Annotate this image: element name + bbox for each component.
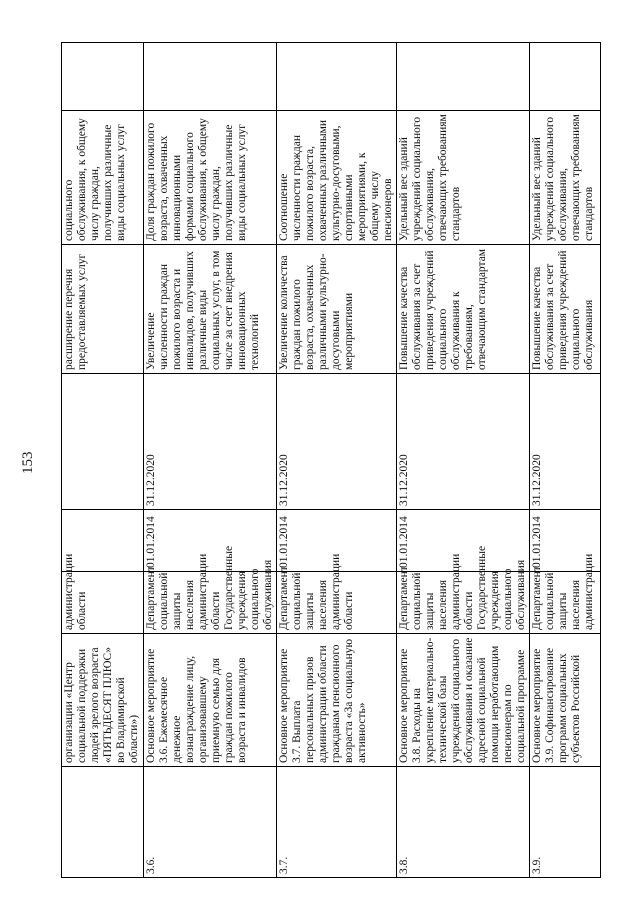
cell-end: 31.12.2020 <box>530 374 601 510</box>
cell-executor: Департамент социальной защиты населения администрации <box>530 572 601 634</box>
cell-number: 3.6. <box>144 767 277 878</box>
cell-indicator: Соотношение численности граждан пожилого возраста, охваченных различными культурно-досуговыми, спортивными мероприятиями, к общему числу пенсионеров <box>277 111 397 245</box>
cell-start: 01.01.2014 <box>144 510 277 572</box>
cell-measure: Основное мероприятие 3.7. Выплата персональных призов администрации области гражданам пенсионного возраста «За социальную активность» <box>277 634 397 767</box>
cell-result: Увеличение численности граждан пожилого возраста и инвалидов, получивших различные виды социальных услуг, в том числе за счет внедрения инновационных технологий <box>144 245 277 374</box>
measures-table <box>61 42 601 878</box>
cell-result: расширение перечня предоставляемых услуг <box>62 245 144 374</box>
cell-result: Повышение качества обслуживания за счет приведения учреждений социального обслуживания к требованиям, отвечающим стандартам <box>397 245 530 374</box>
cell-indicator: социального обслуживания, к общему числу граждан, получивших различные виды социальных услуг <box>62 111 144 245</box>
cell-indicator: Удельный вес зданий учреждений социального обслуживания, отвечающих требованиям стандартов <box>530 111 601 245</box>
cell-number: 3.8. <box>397 767 530 878</box>
table-row <box>62 43 144 878</box>
cell-empty <box>144 43 277 111</box>
table-row <box>277 43 397 878</box>
cell-empty <box>62 43 144 111</box>
cell-measure: Основное мероприятие 3.8. Расходы на укрепление материально-технической базы учреждений социального обслуживания и оказание адресной социальной помощи неработающим пенсионерам по социальной программе <box>397 634 530 767</box>
cell-empty <box>397 43 530 111</box>
cell-number: 3.9. <box>530 767 601 878</box>
cell-executor: администрации области <box>62 572 144 634</box>
cell-number <box>62 767 144 878</box>
rotated-table-container <box>61 43 595 878</box>
cell-measure: организации «Центр социальной поддержки людей зрелого возраста «ПЯТЬДЕСЯТ ПЛЮС» во Владимирской области») <box>62 634 144 767</box>
cell-end: 31.12.2020 <box>277 374 397 510</box>
cell-measure: Основное мероприятие 3.9. Софинансирование программ социальных субъектов Российской <box>530 634 601 767</box>
cell-number: 3.7. <box>277 767 397 878</box>
cell-start: 01.01.2014 <box>397 510 530 572</box>
table-row <box>144 43 277 878</box>
page-number: 153 <box>20 451 36 474</box>
cell-start: 01.01.2014 <box>530 510 601 572</box>
cell-measure: Основное мероприятие 3.6. Ежемесячное денежное вознаграждение лицу, организовавшему приемную семью для граждан пожилого возраста и инвалидов <box>144 634 277 767</box>
cell-result: Повышение качества обслуживания за счет приведения учреждений социального обслуживания <box>530 245 601 374</box>
cell-start: 01.01.2014 <box>277 510 397 572</box>
cell-executor: Департамент социальной защиты населения администрации области Государственные учреждения социального обслуживания <box>397 572 530 634</box>
cell-end: 31.12.2020 <box>397 374 530 510</box>
cell-empty <box>530 43 601 111</box>
cell-indicator: Удельный вес зданий учреждений социального обслуживания, отвечающих требованиям стандартов <box>397 111 530 245</box>
cell-executor: Департамент социальной защиты населения администрации области <box>277 572 397 634</box>
cell-indicator: Доля граждан пожилого возраста, охваченных инновационными формами социального обслуживания, к общему числу граждан, получивших различные виды социальных услуг <box>144 111 277 245</box>
table-row <box>397 43 530 878</box>
cell-result: Увеличение количества граждан пожилого возраста, охваченных различными культурно-досуговыми мероприятиями <box>277 245 397 374</box>
cell-empty <box>277 43 397 111</box>
cell-end: 31.12.2020 <box>144 374 277 510</box>
cell-executor: Департамент социальной защиты населения администрации области Государственные учреждения социального обслуживания <box>144 572 277 634</box>
table-row <box>530 43 601 878</box>
cell-end <box>62 374 144 510</box>
